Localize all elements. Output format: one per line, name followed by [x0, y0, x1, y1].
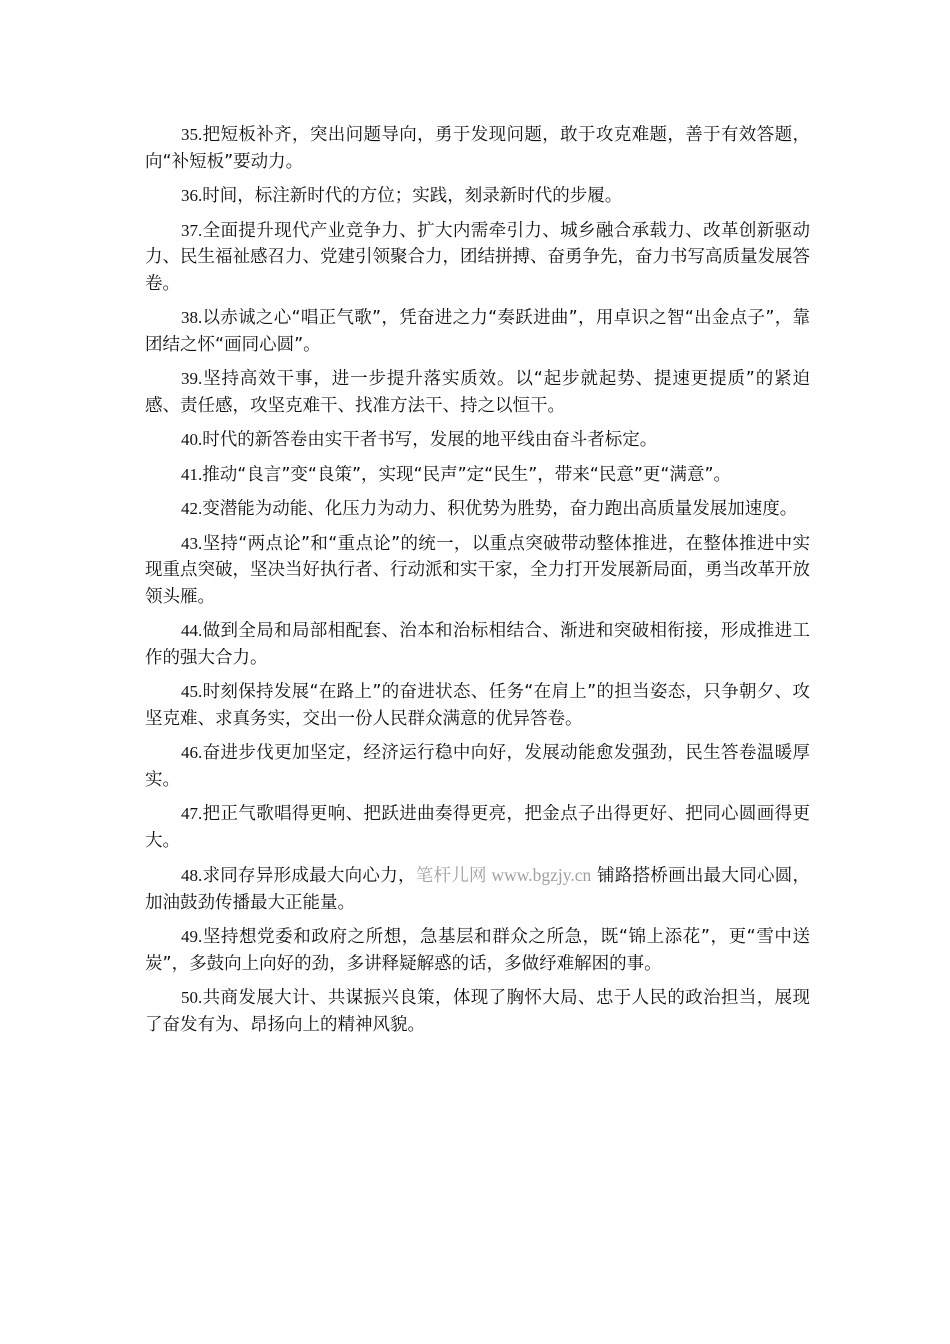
- paragraph-48: [145, 862, 810, 916]
- paragraph-number: 36.: [181, 186, 203, 205]
- paragraph-number: 45.: [181, 682, 203, 701]
- paragraph-text: 把正气歌唱得更响、把跃进曲奏得更亮，把金点子出得更好、把同心圆画得更大。: [145, 804, 810, 851]
- paragraph-text: 做到全局和局部相配套、治本和治标相结合、渐进和突破相衔接，形成推进工作的强大合力。: [145, 621, 810, 668]
- paragraph-text: 时刻保持发展“在路上”的奋进状态、任务“在肩上”的担当姿态，只争朝夕、攻坚克难、求真务实，交出一份人民群众满意的优异答卷。: [145, 682, 810, 729]
- paragraph-number: 39.: [181, 369, 203, 388]
- paragraph-number: 41.: [181, 464, 203, 484]
- paragraph-text: 时代的新答卷由实干者书写，发展的地平线由奋斗者标定。: [202, 430, 658, 450]
- paragraph-text-continued: 铺路搭桥画出最大同心圆，加油鼓劲传播最大正能量。: [145, 866, 811, 913]
- paragraph-text: 求同存异形成最大向心力，: [202, 866, 416, 886]
- paragraph-number: 42.: [181, 499, 203, 518]
- paragraph-49: [145, 924, 810, 977]
- paragraph-number: 47.: [181, 804, 203, 823]
- paragraph-45: [145, 679, 810, 732]
- paragraph-text: 坚持高效干事，进一步提升落实质效。以“起步就起势、提速更提质”的紧迫感、责任感，攻坚克难干、找准方法干、持之以恒干。: [145, 369, 810, 416]
- paragraph-number: 35.: [181, 125, 203, 144]
- paragraph-number: 37.: [181, 220, 203, 240]
- paragraph-47: [145, 801, 810, 854]
- paragraph-number: 49.: [181, 927, 203, 946]
- paragraph-41: [145, 462, 810, 489]
- paragraph-number: 48.: [181, 866, 203, 885]
- paragraph-35: [145, 122, 810, 175]
- paragraph-42: [145, 496, 810, 523]
- paragraph-50: [145, 985, 810, 1038]
- paragraph-44: [145, 618, 810, 671]
- paragraph-number: 50.: [181, 988, 203, 1007]
- paragraph-43: [145, 531, 810, 611]
- paragraph-text: 坚持想党委和政府之所想，急基层和群众之所急，既“锦上添花”，更“雪中送炭”，多鼓向上向好的劲，多讲释疑解惑的话，多做纾难解困的事。: [145, 927, 810, 974]
- paragraph-number: 44.: [181, 621, 203, 640]
- paragraph-number: 43.: [181, 533, 203, 553]
- paragraph-37: [145, 218, 810, 298]
- paragraph-text: 以赤诚之心“唱正气歌”，凭奋进之力“奏跃进曲”，用卓识之智“出金点子”，靠团结之怀“画同心圆”。: [145, 308, 810, 355]
- paragraph-text: 推动“良言”变“良策”，实现“民声”定“民生”，带来“民意”更“满意”。: [202, 464, 732, 485]
- paragraph-text: 把短板补齐，突出问题导向，勇于发现问题，敢于攻克难题，善于有效答题，向“补短板”要动力。: [145, 125, 810, 172]
- paragraph-text: 奋进步伐更加坚定，经济运行稳中向好，发展动能愈发强劲，民生答卷温暖厚实。: [145, 743, 810, 790]
- paragraph-40: [145, 427, 810, 454]
- paragraph-number: 38.: [181, 308, 203, 327]
- paragraph-text: 变潜能为动能、化压力为动力、积优势为胜势，奋力跑出高质量发展加速度。: [202, 499, 798, 519]
- document-body: [145, 122, 810, 1046]
- watermark-text: 笔杆儿网 www.bgzjy.cn: [415, 865, 592, 885]
- paragraph-46: [145, 740, 810, 793]
- paragraph-text: 坚持“两点论”和“重点论”的统一，以重点突破带动整体推进，在整体推进中实现重点突破，坚决当好执行者、行动派和实干家，全力打开发展新局面，勇当改革开放领头雁。: [145, 533, 810, 607]
- paragraph-number: 46.: [181, 743, 203, 762]
- paragraph-text: 时间，标注新时代的方位；实践，刻录新时代的步履。: [202, 186, 623, 206]
- paragraph-39: [145, 366, 810, 419]
- paragraph-text: 全面提升现代产业竞争力、扩大内需牵引力、城乡融合承载力、改革创新驱动力、民生福祉感召力、党建引领聚合力，团结拼搏、奋勇争先，奋力书写高质量发展答卷。: [145, 220, 810, 294]
- paragraph-36: [145, 183, 810, 210]
- paragraph-text: 共商发展大计、共谋振兴良策，体现了胸怀大局、忠于人民的政治担当，展现了奋发有为、昂扬向上的精神风貌。: [145, 988, 810, 1035]
- paragraph-number: 40.: [181, 430, 203, 449]
- paragraph-38: [145, 305, 810, 358]
